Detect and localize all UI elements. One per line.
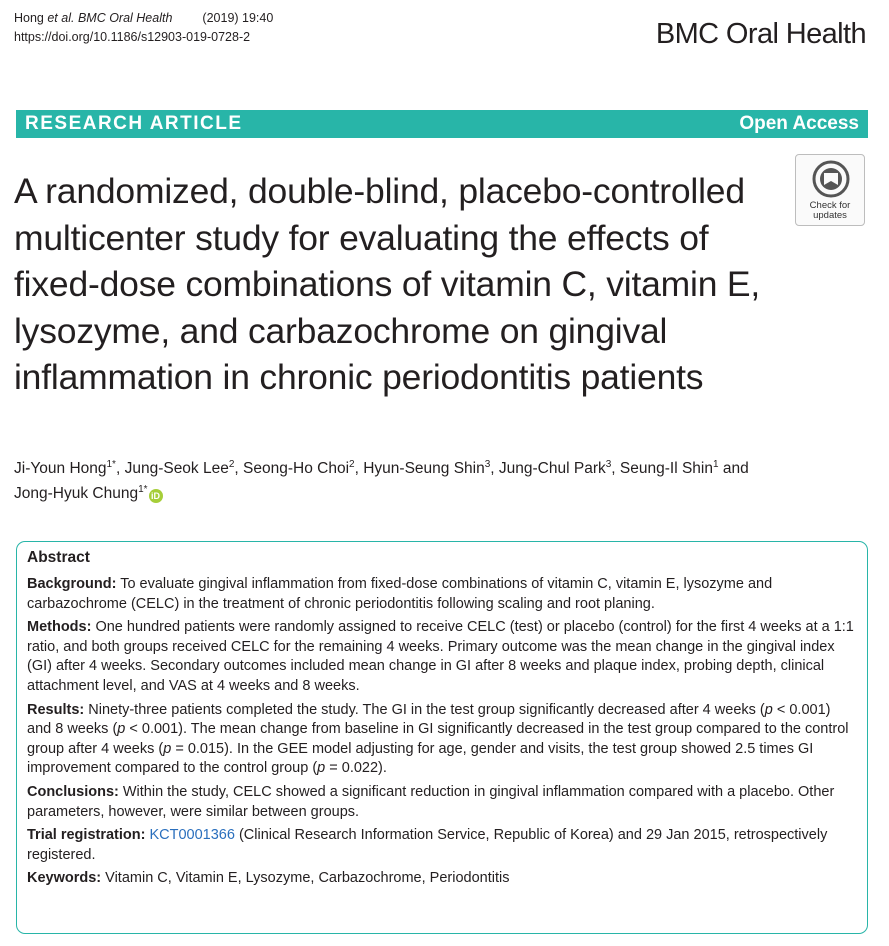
- abstract-conclusions: [27, 783, 857, 822]
- abstract-keywords: [27, 869, 857, 889]
- abstract-heading: Abstract: [27, 549, 90, 566]
- author-separator: and: [718, 460, 749, 477]
- article-type: RESEARCH ARTICLE: [25, 113, 243, 134]
- orcid-icon[interactable]: iD: [149, 489, 163, 503]
- abstract-box: [16, 541, 868, 934]
- citation-etal: et al.: [47, 11, 75, 25]
- author-name[interactable]: Jung-Chul Park: [498, 460, 606, 477]
- author-separator: ,: [490, 460, 499, 477]
- author-affiliation: 2: [349, 459, 355, 470]
- abstract-methods: [27, 618, 857, 696]
- author-separator: ,: [115, 460, 125, 477]
- author-affiliation: 3: [605, 459, 612, 470]
- keywords-label: Keywords:: [27, 870, 102, 887]
- author-affiliation: 3: [484, 459, 491, 470]
- methods-label: Methods:: [27, 619, 92, 636]
- trial-label: Trial registration:: [27, 827, 146, 844]
- author-name[interactable]: Jung-Seok Lee: [124, 460, 229, 477]
- citation-journal: BMC Oral Health: [74, 11, 173, 25]
- results-text: Ninety-three patients completed the study. The GI in the test group significantly decreased after 4 weeks (: [84, 701, 765, 718]
- author-affiliation: 1: [712, 459, 719, 470]
- doi-link[interactable]: https://doi.org/10.1186/s12903-019-0728-2: [14, 30, 251, 44]
- author-name[interactable]: Hyun-Seung Shin: [363, 460, 485, 477]
- citation-author: Hong: [14, 11, 48, 25]
- background-text: To evaluate gingival inflammation from fixed-dose combinations of vitamin C, vitamin E, lysozyme and carbazochrome (CELC) in the treatment of chronic periodontitis following scaling and root planing.: [27, 576, 773, 612]
- citation-header: [14, 9, 273, 47]
- methods-text: One hundred patients were randomly assigned to receive CELC (test) or placebo (control) for the first 4 weeks at a 1:1 ratio, and both groups received CELC for the remaining 4 weeks. Primary outcome was the mean change in the gingival index (GI) after 4 weeks. Secondary outcomes included mean change in GI after 8 weeks and plaque index, probing depth, clinical attachment level, and VAS at 4 weeks and 8 weeks.: [27, 619, 854, 694]
- author-affiliation: 2: [228, 459, 235, 470]
- abstract-trial-registration: [27, 826, 857, 865]
- abstract-background: [27, 575, 857, 614]
- author-name[interactable]: Ji-Youn Hong: [14, 460, 107, 477]
- author-name[interactable]: Seung-Il Shin: [619, 460, 713, 477]
- citation-line: [14, 9, 273, 28]
- results-label: Results:: [27, 701, 85, 718]
- author-separator: ,: [611, 460, 620, 477]
- author-separator: ,: [234, 460, 244, 477]
- abstract-results: [27, 701, 857, 779]
- journal-name: BMC Oral Health: [655, 18, 866, 50]
- results-text: < 0.001) and 8 weeks (: [27, 701, 831, 738]
- p-symbol: p: [117, 721, 126, 738]
- conclusions-text: Within the study, CELC showed a significant reduction in gingival inflammation compared with a placebo. Other parameters, however, were similar between groups.: [27, 783, 835, 820]
- author-name[interactable]: Seong-Ho Choi: [243, 460, 350, 477]
- background-label: Background:: [27, 576, 117, 592]
- results-text: < 0.001). The mean change from baseline in GI significantly decreased in the test group compared to the control group after 4 weeks (: [27, 721, 849, 757]
- author-list: [14, 456, 874, 506]
- trial-registration-link[interactable]: KCT0001366: [149, 827, 235, 844]
- p-symbol: p: [764, 701, 773, 718]
- p-symbol: p: [317, 760, 326, 777]
- article-banner: [16, 110, 868, 138]
- trial-text: (Clinical Research Information Service, Republic of Korea) and 29 Jan 2015, retrospectively registered.: [27, 827, 828, 863]
- author-affiliation: 1*: [138, 484, 148, 495]
- check-for-updates-badge[interactable]: [795, 154, 865, 226]
- author-separator: ,: [354, 460, 364, 477]
- results-text: = 0.022).: [325, 760, 387, 777]
- keywords-text: Vitamin C, Vitamin E, Lysozyme, Carbazochrome, Periodontitis: [101, 870, 510, 887]
- conclusions-label: Conclusions:: [27, 783, 119, 800]
- check-updates-text: [796, 201, 864, 221]
- citation-year: (2019) 19:40: [202, 11, 274, 25]
- author-affiliation: 1*: [106, 459, 116, 470]
- results-text: = 0.015). In the GEE model adjusting for age, gender and visits, the test group showed 2.5 times GI improvement compared to the control group (: [27, 740, 814, 777]
- check-updates-line2: updates: [813, 210, 847, 221]
- check-updates-line1: Check for: [809, 200, 851, 211]
- check-updates-icon: [812, 160, 850, 198]
- open-access-label: Open Access: [739, 113, 859, 134]
- p-symbol: p: [163, 740, 172, 757]
- article-title: A randomized, double-blind, placebo-controlled multicenter study for evaluating the effects of fixed-dose combinations of vitamin C, vitamin E, lysozyme, and carbazochrome on gingival inflammation in chronic periodontitis patients: [14, 171, 761, 397]
- author-name[interactable]: Jong-Hyuk Chung: [14, 485, 139, 502]
